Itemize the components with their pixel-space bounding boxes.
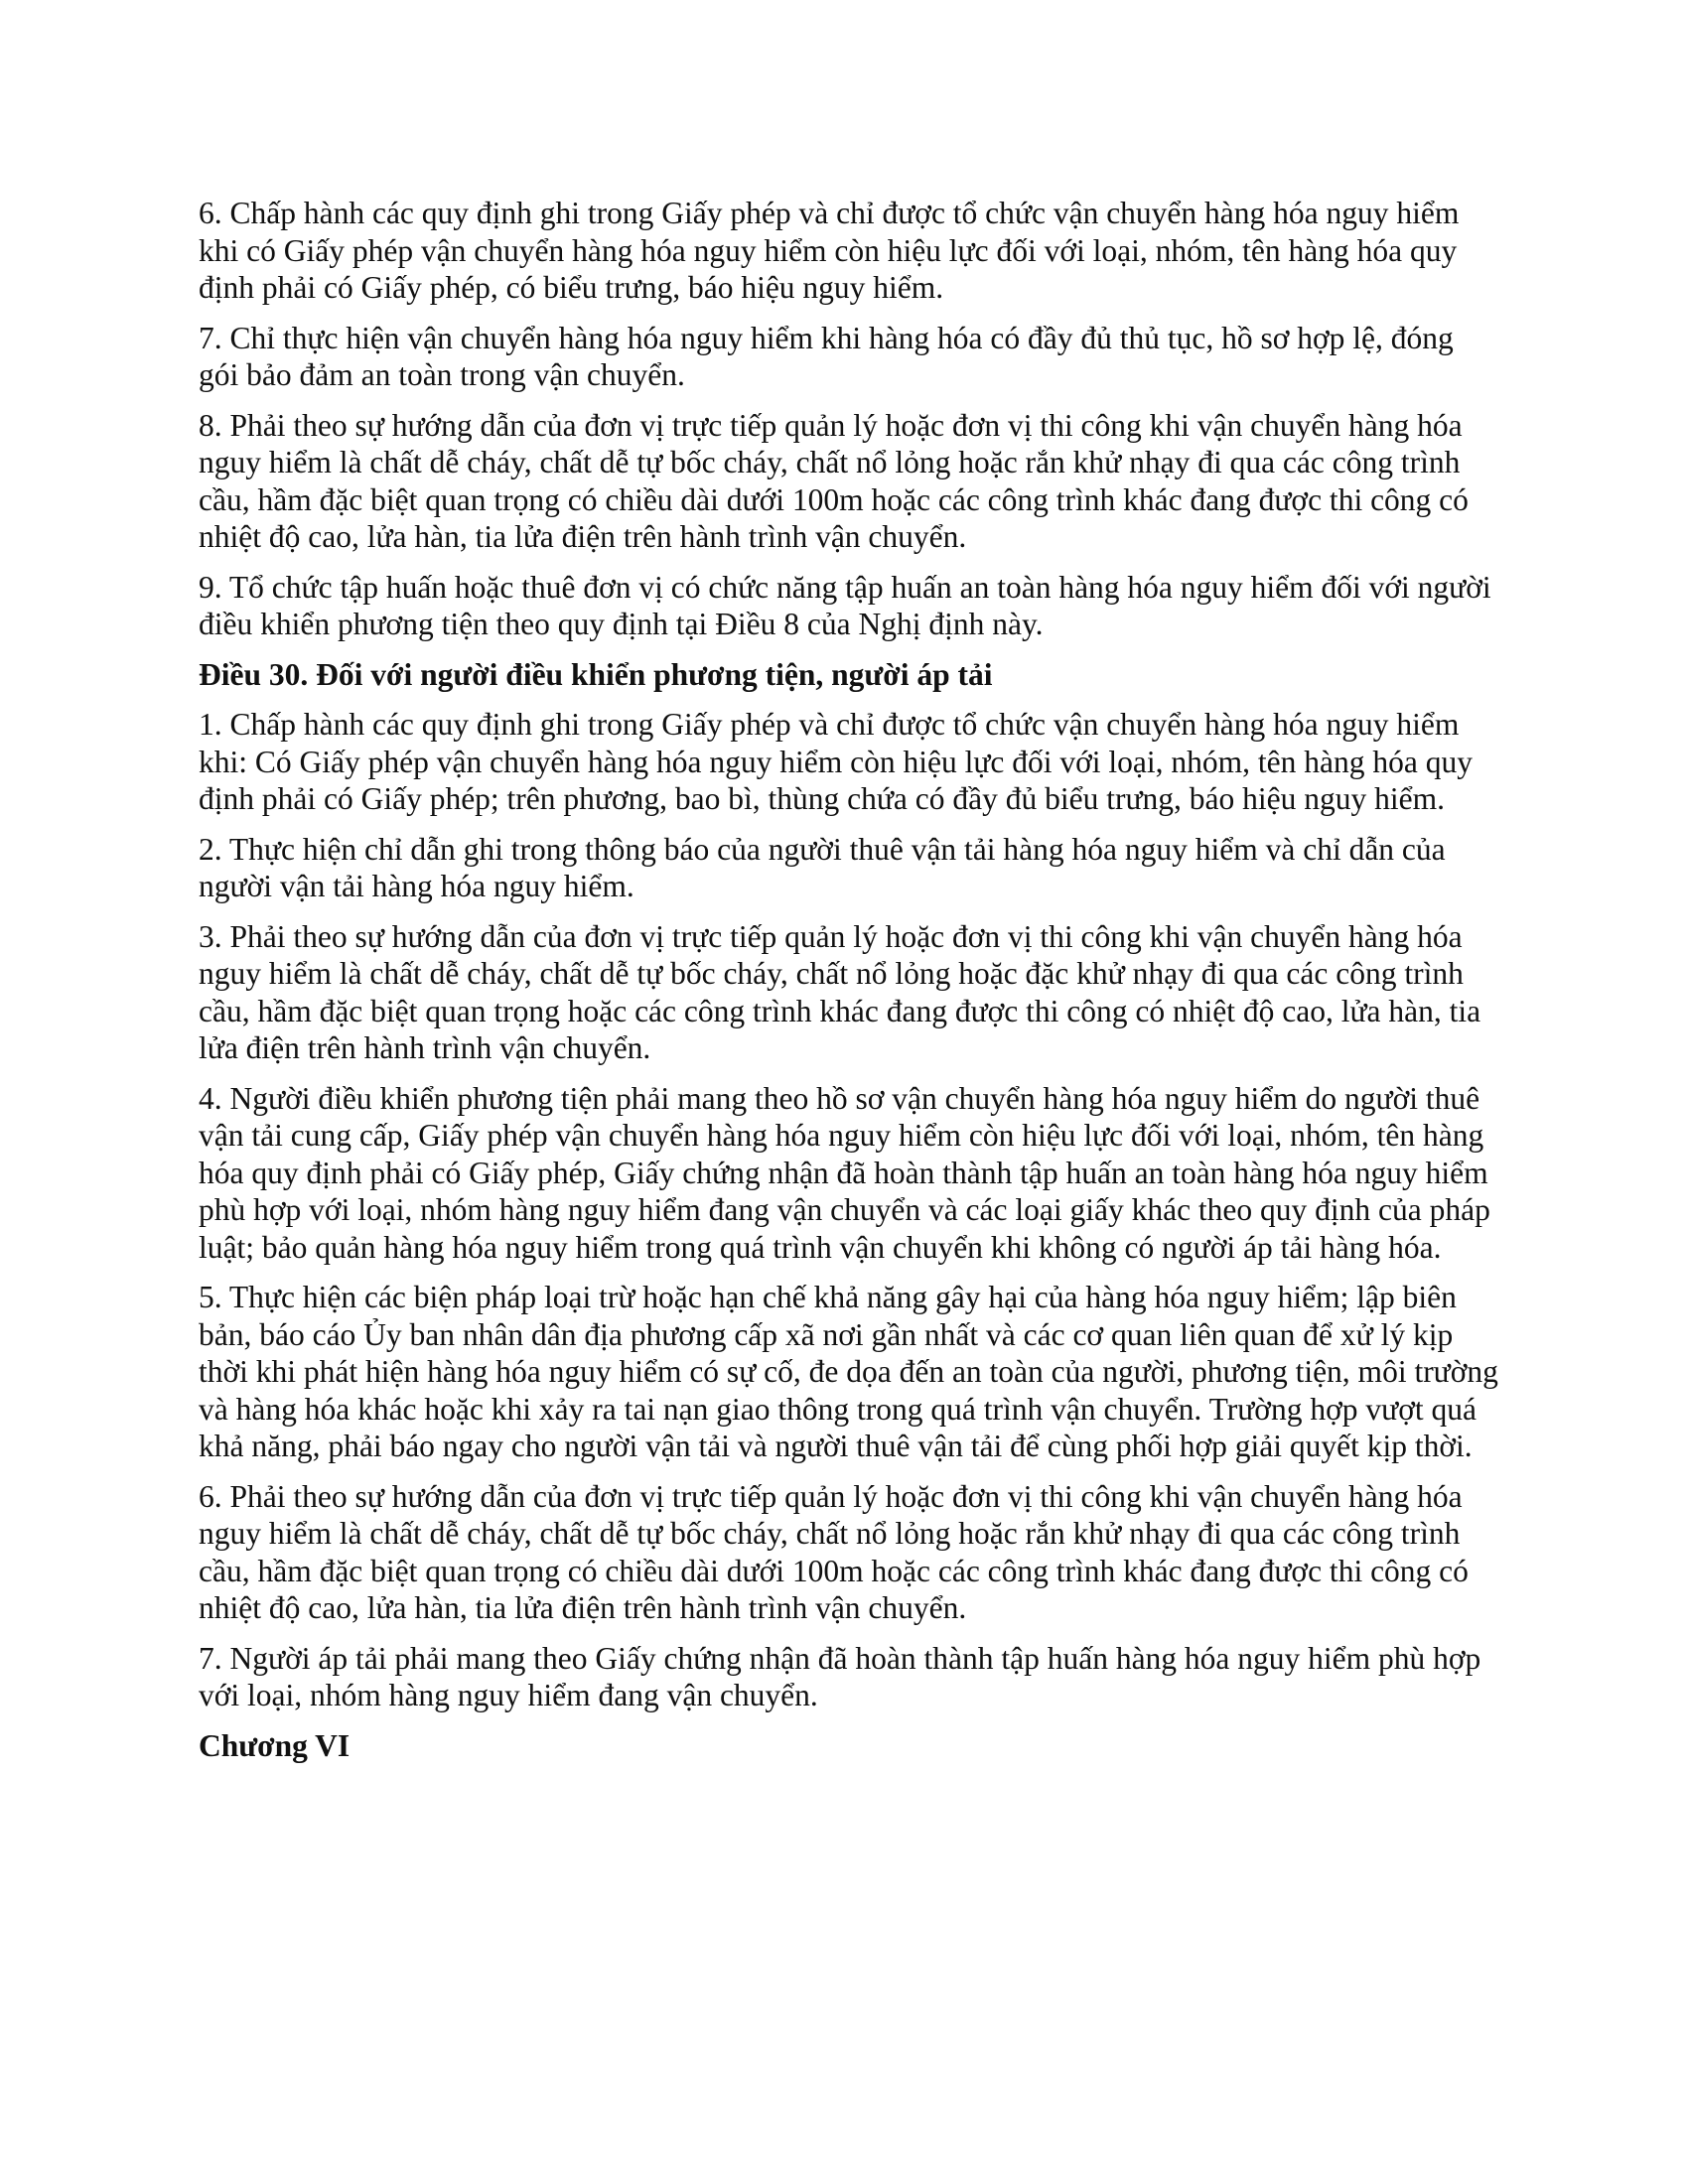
article-30-item-5: 5. Thực hiện các biện pháp loại trừ hoặc hạn chế khả năng gây hại của hàng hóa nguy hiểm; lập biên bản, báo cáo Ủy ban nhân dân địa phương cấp xã nơi gần nhất và các cơ quan liên quan để xử lý kịp thời khi phát hiện hàng hóa nguy hiểm có sự cố, đe dọa đến an toàn của người, phương tiện, môi trường và hàng hóa khác hoặc khi xảy ra tai nạn giao thông trong quá trình vận chuyển. Trường hợp vượt quá khả năng, phải báo ngay cho người vận tải và người thuê vận tải để cùng phối hợp giải quyết kịp thời. xyxy=(199,1280,1498,1463)
article-30-heading: Điều 30. Đối với người điều khiển phương tiện, người áp tải xyxy=(199,656,993,692)
document-page xyxy=(199,195,1499,1777)
article-30-item-1: 1. Chấp hành các quy định ghi trong Giấy phép và chỉ được tổ chức vận chuyển hàng hóa nguy hiểm khi: Có Giấy phép vận chuyển hàng hóa nguy hiểm còn hiệu lực đối với loại, nhóm, tên hàng hóa quy định phải có Giấy phép; trên phương, bao bì, thùng chứa có đầy đủ biểu trưng, báo hiệu nguy hiểm. xyxy=(199,707,1473,816)
article-30-item-3: 3. Phải theo sự hướng dẫn của đơn vị trực tiếp quản lý hoặc đơn vị thi công khi vận chuyển hàng hóa nguy hiểm là chất dễ cháy, chất dễ tự bốc cháy, chất nổ lỏng hoặc đặc khử nhạy đi qua các công trình cầu, hầm đặc biệt quan trọng hoặc các công trình khác đang được thi công có nhiệt độ cao, lửa hàn, tia lửa điện trên hành trình vận chuyển. xyxy=(199,918,1481,1065)
article-30-item-4: 4. Người điều khiển phương tiện phải mang theo hồ sơ vận chuyển hàng hóa nguy hiểm do người thuê vận tải cung cấp, Giấy phép vận chuyển hàng hóa nguy hiểm còn hiệu lực đối với loại, nhóm, tên hàng hóa quy định phải có Giấy phép, Giấy chứng nhận đã hoàn thành tập huấn an toàn hàng hóa nguy hiểm phù hợp với loại, nhóm hàng nguy hiểm đang vận chuyển và các loại giấy khác theo quy định của pháp luật; bảo quản hàng hóa nguy hiểm trong quá trình vận chuyển khi không có người áp tải hàng hóa. xyxy=(199,1080,1490,1265)
paragraph-item-6: 6. Chấp hành các quy định ghi trong Giấy phép và chỉ được tổ chức vận chuyển hàng hóa nguy hiểm khi có Giấy phép vận chuyển hàng hóa nguy hiểm còn hiệu lực đối với loại, nhóm, tên hàng hóa quy định phải có Giấy phép, có biểu trưng, báo hiệu nguy hiểm. xyxy=(199,196,1460,305)
article-30-item-6: 6. Phải theo sự hướng dẫn của đơn vị trực tiếp quản lý hoặc đơn vị thi công khi vận chuyển hàng hóa nguy hiểm là chất dễ cháy, chất dễ tự bốc cháy, chất nổ lỏng hoặc rắn khử nhạy đi qua các công trình cầu, hầm đặc biệt quan trọng có chiều dài dưới 100m hoặc các công trình khác đang được thi công có nhiệt độ cao, lửa hàn, tia lửa điện trên hành trình vận chuyển. xyxy=(199,1478,1469,1625)
article-30-item-2: 2. Thực hiện chỉ dẫn ghi trong thông báo của người thuê vận tải hàng hóa nguy hiểm và chỉ dẫn của người vận tải hàng hóa nguy hiểm. xyxy=(199,831,1446,903)
chapter-heading: Chương VI xyxy=(199,1727,351,1763)
paragraph-item-9: 9. Tổ chức tập huấn hoặc thuê đơn vị có chức năng tập huấn an toàn hàng hóa nguy hiểm đối với người điều khiển phương tiện theo quy định tại Điều 8 của Nghị định này. xyxy=(199,569,1491,641)
paragraph-item-7: 7. Chỉ thực hiện vận chuyển hàng hóa nguy hiểm khi hàng hóa có đầy đủ thủ tục, hồ sơ hợp lệ, đóng gói bảo đảm an toàn trong vận chuyển. xyxy=(199,320,1454,392)
article-30-item-7: 7. Người áp tải phải mang theo Giấy chứng nhận đã hoàn thành tập huấn hàng hóa nguy hiểm phù hợp với loại, nhóm hàng nguy hiểm đang vận chuyển. xyxy=(199,1640,1481,1712)
paragraph-item-8: 8. Phải theo sự hướng dẫn của đơn vị trực tiếp quản lý hoặc đơn vị thi công khi vận chuyển hàng hóa nguy hiểm là chất dễ cháy, chất dễ tự bốc cháy, chất nổ lỏng hoặc rắn khử nhạy đi qua các công trình cầu, hầm đặc biệt quan trọng có chiều dài dưới 100m hoặc các công trình khác đang được thi công có nhiệt độ cao, lửa hàn, tia lửa điện trên hành trình vận chuyển. xyxy=(199,407,1469,554)
